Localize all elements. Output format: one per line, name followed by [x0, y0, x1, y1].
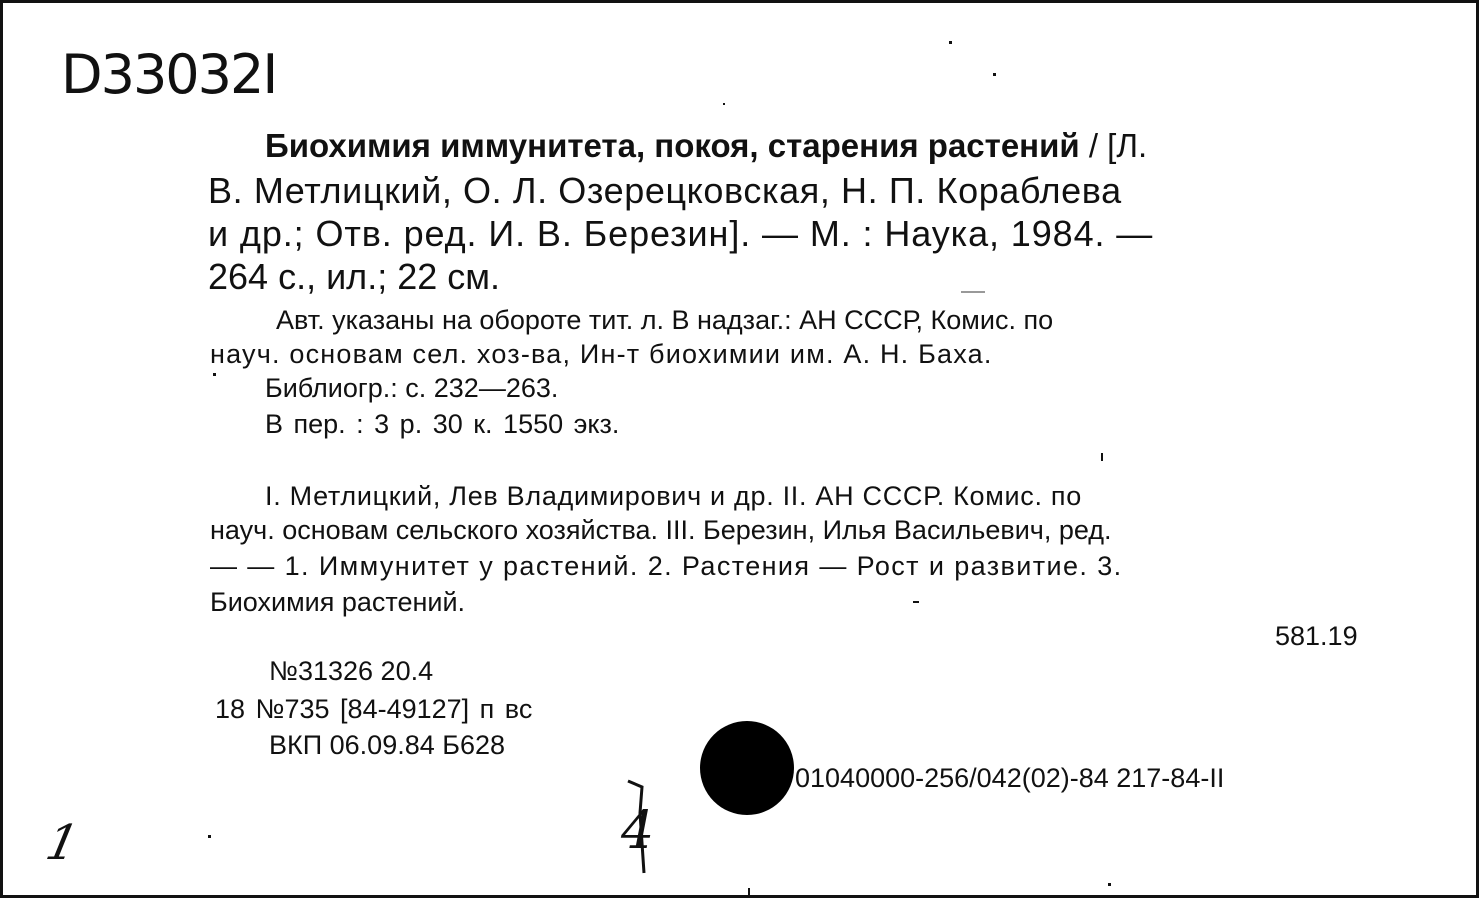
handwritten-mark-center: 4 — [621, 801, 655, 861]
title-line-2: В. Метлицкий, О. Л. Озерецковская, Н. П. Кораблева — [208, 170, 1122, 211]
note-authors-line-1: Авт. указаны на обороте тит. л. В надзаг.: АН СССР, Комис. по — [276, 305, 1054, 335]
note-price: В пер. : 3 р. 30 к. 1550 экз. — [265, 409, 620, 439]
tracing-line-1: I. Метлицкий, Лев Владимирович и др. II. АН СССР. Комис. по — [265, 481, 1082, 511]
order-line-2: 18 №735 [84-49127] п вс — [215, 694, 533, 724]
note-authors-line-2: науч. основам сел. хоз-ва, Ин-т биохимии им. А. Н. Баха. — [210, 339, 993, 369]
title-rest: / [Л. — [1088, 127, 1148, 164]
title-line-3: и др.; Отв. ред. И. В. Березин]. — М. : Наука, 1984. — — [208, 213, 1154, 254]
note-bibliography: Библиогр.: с. 232—263. — [265, 373, 559, 403]
specks — [3, 3, 1476, 895]
accession-number: D33032I — [61, 43, 277, 106]
code-line: 01040000-256/042(02)-84 217-84-II — [795, 763, 1225, 793]
title-line-4: 264 с., ил.; 22 см. — [208, 256, 500, 297]
classification-number: 581.19 — [1275, 621, 1358, 651]
title-bold: Биохимия иммунитета, покоя, старения растений — [265, 127, 1080, 164]
tracing-line-3: — — 1. Иммунитет у растений. 2. Растения — Рост и развитие. 3. — [210, 551, 1123, 581]
handwritten-mark-left: 1 — [41, 815, 84, 871]
order-line-3: ВКП 06.09.84 Б628 — [269, 730, 506, 760]
tracing-line-4: Биохимия растений. — [210, 587, 466, 617]
order-line-1: №31326 20.4 — [269, 656, 434, 686]
tracing-line-2: науч. основам сельского хозяйства. III. Березин, Илья Васильевич, ред. — [210, 515, 1112, 545]
